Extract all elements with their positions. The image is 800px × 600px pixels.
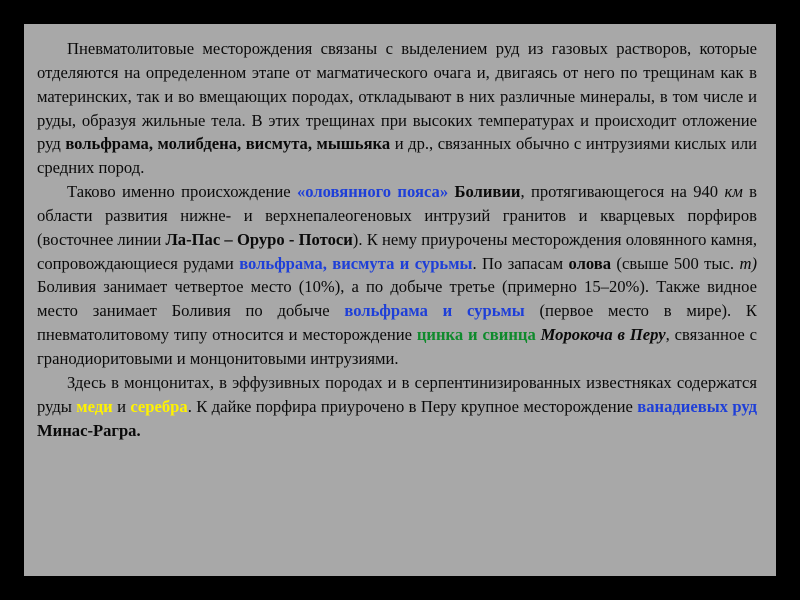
text-segment: ). К нему приурочены месторождения оловянного камня, сопровождающиеся рудами bbox=[37, 229, 757, 273]
paragraph-2 bbox=[37, 180, 757, 371]
text-segment: Морокоча в Перу bbox=[540, 325, 666, 345]
text-segment: (первое место в мире). К пневматолитовому типу относится и месторождение bbox=[37, 301, 757, 345]
text-segment: вольфрама, висмута и сурьмы bbox=[239, 253, 473, 273]
text-segment: в области развития нижне- и верхнепалеогеновых интрузий гранитов и кварцевых порфиров (восточнее линии bbox=[37, 182, 757, 249]
text-segment: и др., связанных обычно с интрузиями кислых или средних пород. bbox=[37, 134, 757, 178]
text-segment: олова bbox=[568, 253, 612, 273]
text-segment: Ла-Пас – Оруро - Потоси bbox=[165, 229, 353, 249]
paragraph-1 bbox=[37, 37, 757, 180]
paragraph-3 bbox=[37, 371, 757, 443]
text-segment: Минас-Рагра. bbox=[37, 420, 141, 440]
text-segment: Боливии bbox=[454, 182, 521, 202]
text-segment: . К дайке порфира приурочено в Перу крупное месторождение bbox=[187, 396, 638, 416]
text-segment: Таково именно происхождение bbox=[67, 182, 297, 202]
text-segment: вольфрама и сурьмы bbox=[344, 301, 525, 321]
text-segment: «оловянного пояса» bbox=[296, 182, 449, 202]
text-segment: ванадиевых руд bbox=[637, 396, 757, 416]
text-segment: . По запасам bbox=[472, 253, 569, 273]
text-segment: меди bbox=[76, 396, 113, 416]
text-segment: т) bbox=[739, 253, 757, 273]
text-segment: , протягивающегося на 940 bbox=[520, 182, 725, 202]
text-segment: и bbox=[112, 396, 131, 416]
document-text bbox=[37, 37, 757, 442]
text-segment: , связанное с гранодиоритовыми и монцонитовыми интрузиями. bbox=[37, 325, 757, 368]
text-segment: Боливия занимает четвертое место (10%), а по добыче третье (примерно 15–20%). Также видное место занимает Боливия по добыче bbox=[37, 277, 757, 321]
text-segment: цинка и свинца bbox=[416, 325, 536, 345]
text-segment: км bbox=[724, 182, 743, 202]
text-segment: серебра bbox=[130, 396, 188, 416]
text-segment: Пневматолитовые месторождения связаны с выделением руд из газовых растворов, которые отделяются на определенном этапе от магматического очага и, двигаясь от него по трещинам как в материнских, так и во вмещающих породах, откладывают в них различные минералы, в том числе и руды, образуя жильные тела. В этих трещинах при высоких температурах и происходит отложение руд bbox=[37, 39, 757, 154]
text-segment: вольфрама, молибдена, висмута, мышьяка bbox=[65, 134, 391, 154]
text-segment: Здесь в монцонитах, в эффузивных породах и в серпентинизированных известняках содержатся руды bbox=[37, 372, 757, 416]
text-segment: (свыше 500 тыс. bbox=[611, 253, 740, 273]
